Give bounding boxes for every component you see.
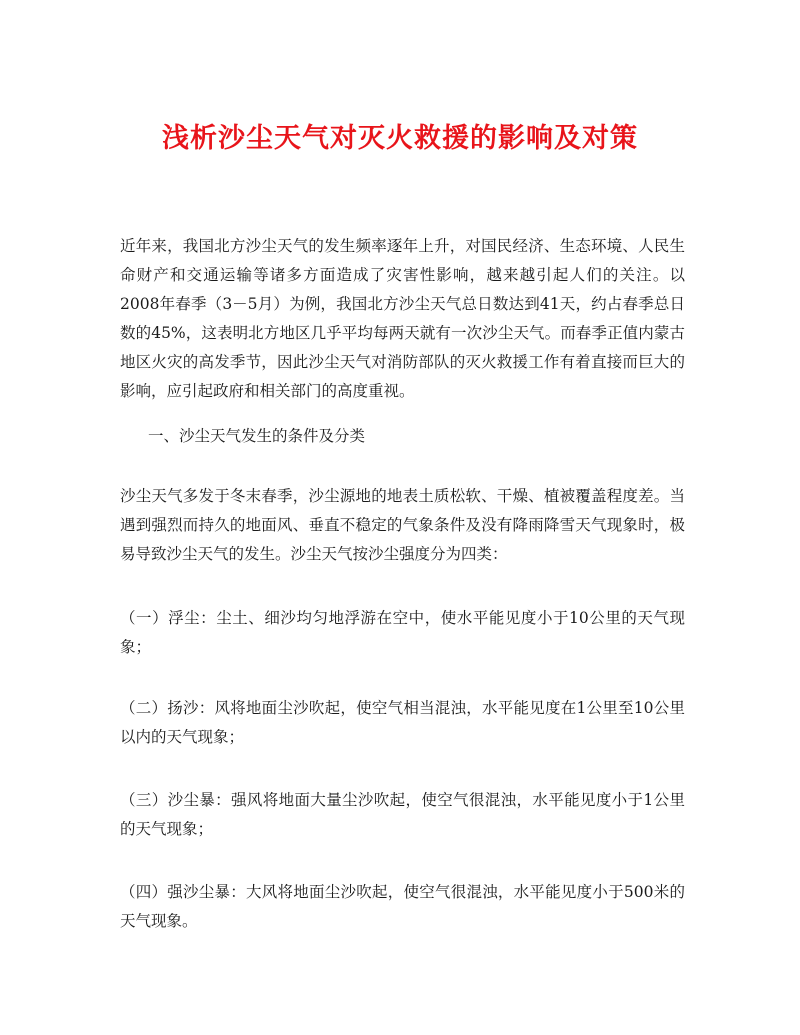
page-title: 浅析沙尘天气对灭火救援的影响及对策 xyxy=(162,123,638,155)
section-heading: 一、沙尘天气发生的条件及分类 xyxy=(148,427,366,445)
type-blowing-sand: （二）扬沙：风将地面尘沙吹起，使空气相当混浊，水平能见度在1公里至10公里以内的天气现象； xyxy=(120,699,685,746)
type-floating-dust: （一）浮尘：尘土、细沙均匀地浮游在空中，使水平能见度小于10公里的天气现象； xyxy=(120,609,685,656)
conditions-paragraph: 沙尘天气多发于冬末春季，沙尘源地的地表土质松软、干燥、植被覆盖程度差。当遇到强烈而持久的地面风、垂直不稳定的气象条件及没有降雨降雪天气现象时，极易导致沙尘天气的发生。沙尘天气按沙尘强度分为四类： xyxy=(120,487,685,563)
type-severe-sandstorm: （四）强沙尘暴：大风将地面尘沙吹起，使空气很混浊，水平能见度小于500米的天气现象。 xyxy=(120,883,685,930)
type-sandstorm: （三）沙尘暴：强风将地面大量尘沙吹起，使空气很混浊，水平能见度小于1公里的天气现象； xyxy=(120,791,685,838)
intro-paragraph: 近年来，我国北方沙尘天气的发生频率逐年上升，对国民经济、生态环境、人民生命财产和交通运输等诸多方面造成了灾害性影响，越来越引起人们的关注。以2008年春季（3－5月）为例，我国北方沙尘天气总日数达到41天，约占春季总日数的45%，这表明北方地区几乎平均每两天就有一次沙尘天气。而春季正值内蒙古地区火灾的高发季节，因此沙尘天气对消防部队的灭火救援工作有着直接而巨大的影响，应引起政府和相关部门的高度重视。 xyxy=(120,237,685,400)
